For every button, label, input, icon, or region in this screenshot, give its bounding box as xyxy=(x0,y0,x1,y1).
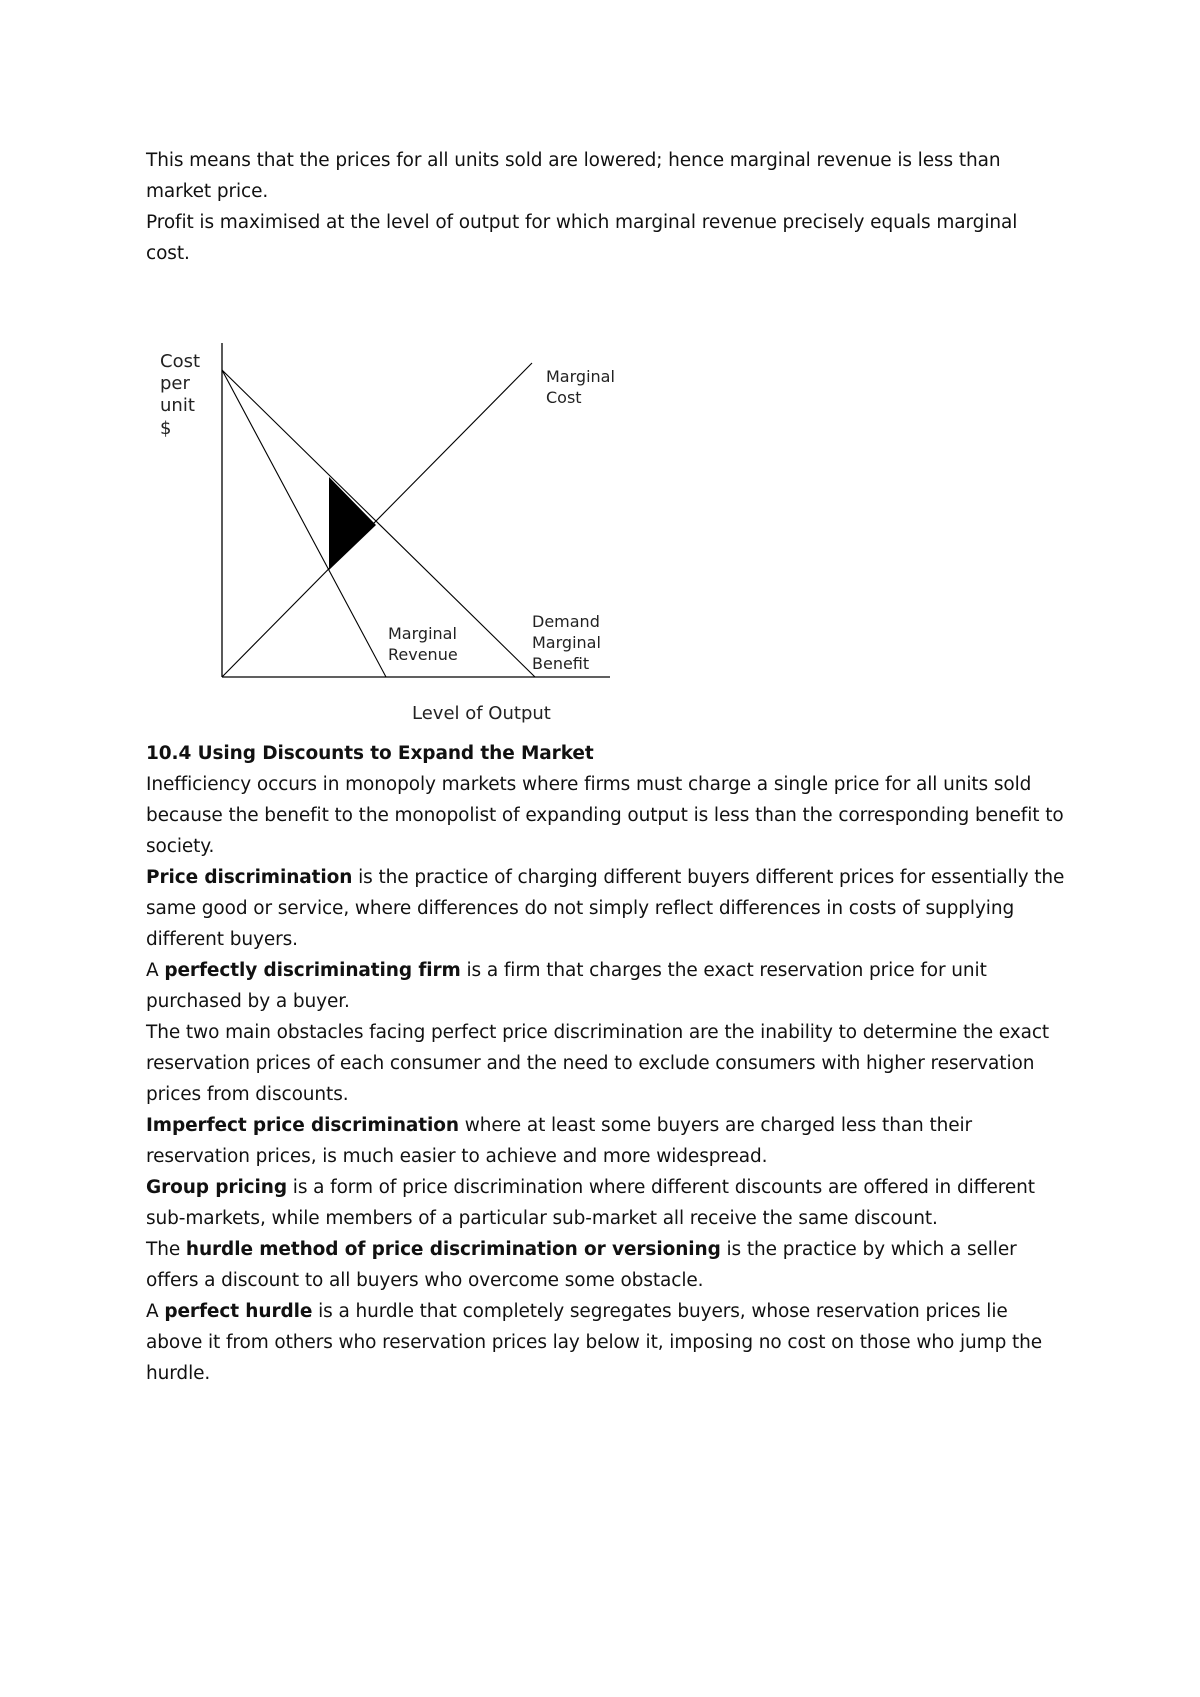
deadweight-loss-triangle xyxy=(329,477,376,570)
paragraph-obstacles: The two main obstacles facing perfect price discrimination are the inability to determine the exact reservation prices of each consumer and the need to exclude consumers with higher reservation prices from discounts. xyxy=(146,1022,1050,1105)
marginal-cost-label xyxy=(546,367,620,407)
definition-hurdle-method: is the practice by which a seller offers a discount to all buyers who overcome some obstacle. xyxy=(146,1239,1017,1291)
y-axis-label-line-3: unit xyxy=(160,395,195,416)
demand-label-line-1: Demand xyxy=(532,612,600,631)
definition-perfect-hurdle: is a hurdle that completely segregates buyers, whose reservation prices lie above it from others who reservation prices lay below it, imposing no cost on those who jump the hurdle. xyxy=(146,1301,1043,1384)
paragraph-perfectly-discriminating-firm xyxy=(146,955,1066,1017)
paragraph-perfect-hurdle xyxy=(146,1296,1066,1389)
monopoly-diagram xyxy=(150,335,630,735)
paragraph-group-pricing xyxy=(146,1172,1066,1234)
definition-price-discrimination: is the practice of charging different buyers different prices for essentially the same good or service, where differences do not simply reflect differences in costs of supplying different buyers. xyxy=(146,867,1065,950)
demand-label-line-2: Marginal xyxy=(532,633,601,652)
y-axis-label-line-1: Cost xyxy=(160,351,201,372)
marginal-revenue-label-line-1: Marginal xyxy=(388,624,457,643)
prefix-perfect-hurdle: A xyxy=(146,1301,165,1322)
y-axis-label-line-2: per xyxy=(160,373,190,394)
y-axis-label xyxy=(160,351,206,439)
demand-line xyxy=(222,370,535,677)
paragraph-hurdle-method xyxy=(146,1234,1066,1296)
intro-paragraph-2: Profit is maximised at the level of output for which marginal revenue precisely equals marginal cost. xyxy=(146,212,1018,264)
prefix-hurdle-method: The xyxy=(146,1239,186,1260)
section-10-4 xyxy=(146,738,1066,1389)
intro-text xyxy=(146,145,1066,269)
term-group-pricing: Group pricing xyxy=(146,1177,288,1198)
demand-label-line-3: Benefit xyxy=(532,654,590,673)
marginal-cost-line xyxy=(222,363,532,677)
definition-perfectly-discriminating-firm: is a firm that charges the exact reservation price for unit purchased by a buyer. xyxy=(146,960,987,1012)
section-heading: 10.4 Using Discounts to Expand the Market xyxy=(146,743,594,764)
intro-paragraph-1: This means that the prices for all units sold are lowered; hence marginal revenue is less than market price. xyxy=(146,150,1001,202)
prefix-perfectly-discriminating-firm: A xyxy=(146,960,165,981)
paragraph-price-discrimination xyxy=(146,862,1066,955)
y-axis-label-line-4: $ xyxy=(160,418,172,439)
marginal-revenue-label xyxy=(388,624,462,664)
x-axis-label: Level of Output xyxy=(412,703,551,724)
demand-label xyxy=(532,612,606,673)
definition-group-pricing: is a form of price discrimination where different discounts are offered in different sub-markets, while members of a particular sub-market all receive the same discount. xyxy=(146,1177,1035,1229)
term-imperfect-price-discrimination: Imperfect price discrimination xyxy=(146,1115,459,1136)
marginal-revenue-label-line-2: Revenue xyxy=(388,645,458,664)
term-perfectly-discriminating-firm: perfectly discriminating firm xyxy=(164,960,461,981)
paragraph-inefficiency: Inefficiency occurs in monopoly markets where firms must charge a single price for all units sold because the benefit to the monopolist of expanding output is less than the corresponding benefit to society. xyxy=(146,774,1064,857)
term-hurdle-method: hurdle method of price discrimination or versioning xyxy=(185,1239,721,1260)
term-perfect-hurdle: perfect hurdle xyxy=(164,1301,313,1322)
paragraph-imperfect-price-discrimination xyxy=(146,1110,1066,1172)
marginal-cost-label-line-1: Marginal xyxy=(546,367,615,386)
monopoly-diagram-svg xyxy=(150,335,630,735)
marginal-cost-label-line-2: Cost xyxy=(546,388,582,407)
term-price-discrimination: Price discrimination xyxy=(146,867,353,888)
definition-imperfect-price-discrimination: where at least some buyers are charged less than their reservation prices, is much easier to achieve and more widespread. xyxy=(146,1115,973,1167)
